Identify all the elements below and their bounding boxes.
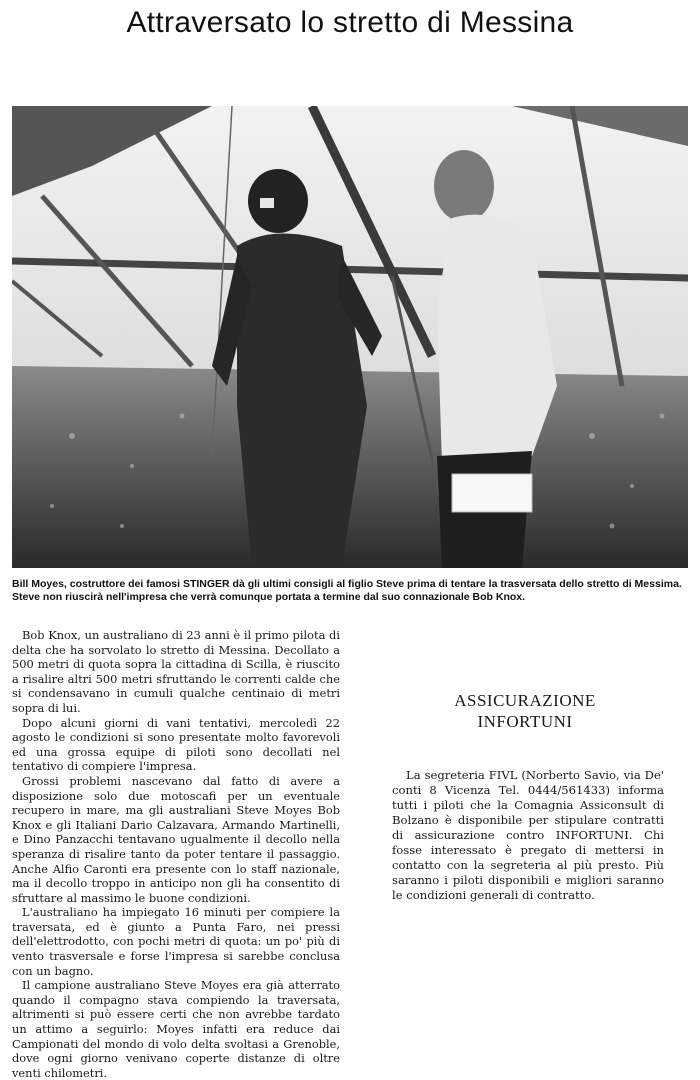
article-body <box>12 628 340 1080</box>
notice-title-line2: INFORTUNI <box>477 712 573 731</box>
photo-icon <box>12 106 688 568</box>
article-paragraph: Il campione australiano Steve Moyes era già atterrato quando il compagno stava compiendo la traversata, altrimenti si può essere certi che non avrebbe tardato un attimo a seguirlo: Moyes infatti era reduce dai Campionati del mondo di volo delta svoltasi a Grenoble, dove ogni giorno venivano coperte distanze di oltre venti chilometri. <box>12 978 340 1080</box>
photo-caption: Bill Moyes, costruttore dei famosi STINGER dà gli ultimi consigli al figlio Steve prima di tentare la trasversata dello stretto di Messima. Steve non riuscirà nell'impresa che verrà comunque portata a termine dal suo connazionale Bob Knox. <box>12 578 682 603</box>
notice-body <box>392 768 664 903</box>
notice-paragraph: La segreteria FIVL (Norberto Savio, via De' conti 8 Vicenza Tel. 0444/561433) informa tutti i piloti che la Comagnia Assiconsult di Bolzano è disponibile per stipulare contratti di assicurazione contro INFORTUNI. Chi fosse interessato è pregato di mettersi in contatto con la segreteria al più presto. Più saranno i piloti disponibili e migliori saranno le condizioni generali di contratto. <box>392 768 664 902</box>
article-paragraph: Dopo alcuni giorni di vani tentativi, mercoledì 22 agosto le condizioni si sono presentate molto favorevoli ed una grossa equipe di piloti sono decollati nel tentativo di compiere l'impresa. <box>12 715 340 774</box>
notice-title-line1: ASSICURAZIONE <box>454 691 596 710</box>
article-paragraph: Bob Knox, un australiano di 23 anni è il primo pilota di delta che ha sorvolato lo stretto di Messina. Decollato a 500 metri di quota sopra la cittadina di Scilla, è riuscito a risalire altri 500 metri sfruttando le correnti calde che si condensavano in cumuli qualche centinaio di metri sopra di lui. <box>12 628 340 715</box>
article-photo <box>12 106 688 568</box>
notice-title <box>410 690 640 732</box>
article-paragraph: Grossi problemi nascevano dal fatto di avere a disposizione solo due motoscafi per un eventuale recupero in mare, ma gli australiani Steve Moyes Bob Knox e gli Italiani Dario Calzavara, Armando Martinelli, e Dino Panzacchi tentavano ugualmente il decollo nella speranza di risalire tanto da poter tentare il passaggio. Anche Alfio Caronti era presente con lo staff nazionale, ma il decollo troppo in anticipo non gli ha consentito di sfruttare al massimo le buone condizioni. <box>12 773 340 905</box>
page-headline: Attraversato lo stretto di Messina <box>126 6 574 39</box>
article-paragraph: L'australiano ha impiegato 16 minuti per compiere la traversata, ed è giunto a Punta Faro, nei pressi dell'elettrodotto, con pochi metri di quota: un po' più di vento trasversale e forse l'impresa si sarebbe conclusa con un bagno. <box>12 905 340 978</box>
